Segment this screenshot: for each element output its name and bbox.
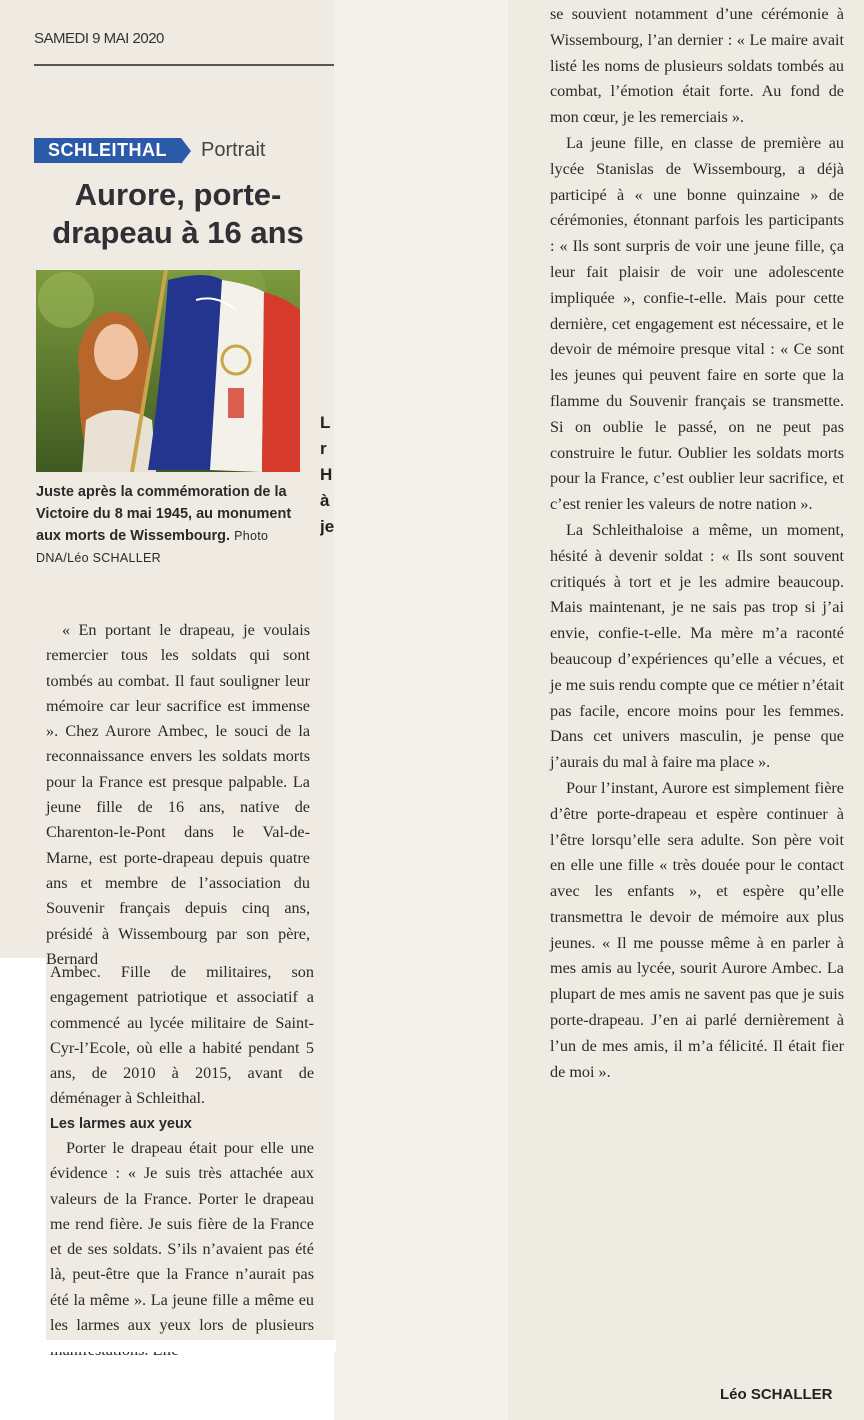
body-column-2: [550, 2, 844, 1085]
kicker-place-tag: SCHLEITHAL: [34, 138, 181, 163]
headline-line-2: drapeau à 16 ans: [52, 215, 304, 250]
photo-caption: [36, 481, 306, 569]
neighbor-letter: r: [320, 439, 327, 458]
kicker: [34, 138, 265, 163]
paragraph-3: se souvient notamment d’une cérémonie à Wissembourg, l’an dernier : « Le maire avait listé les noms de plusieurs soldats tombés au combat, l’émotion était forte. Au fond de mon cœur, je les remerciais ».: [550, 5, 844, 127]
header-rule: [34, 64, 334, 66]
paragraph-1a: « En portant le drapeau, je voulais remercier tous les soldats qui sont tombés au combat. Il faut souligner leur mémoire car leur sacrifice est immense ». Chez Aurore Ambec, le souci de la reconnaissance envers les soldats morts pour la France est presque palpable. La jeune fille de 16 ans, native de Charenton-le-Pont dans le Val-de-Marne, est porte-drapeau depuis quatre ans et membre de l’association du Souvenir français depuis cinq ans, présidé à Wissembourg par son père, Bernard: [46, 621, 310, 968]
subheading: Les larmes aux yeux: [50, 1116, 192, 1132]
author-signature: Léo SCHALLER: [720, 1386, 833, 1403]
caption-text: Juste après la commémoration de la Victoire du 8 mai 1945, au monument aux morts de Wissembourg.: [36, 484, 292, 544]
headline: [38, 176, 318, 252]
body-column-1b: [50, 960, 314, 1112]
paragraph-5: La Schleithaloise a même, un moment, hésité à devenir soldat : « Ils sont souvent critiqués à tort et je les admire beaucoup. Mais maintenant, je ne sais pas trop si j’ai envie, confie-t-elle. Ma mère m’a raconté beaucoup d’expériences qu’elle a vécues, et je me suis rendu compte que ce métier n’était pas facile, encore moins pour les femmes. Dans cet univers masculin, je pense que j’aurais du mal à faire ma place ».: [550, 520, 844, 772]
dateline: SAMEDI 9 MAI 2020: [34, 30, 164, 47]
flag-bearer-illustration: [36, 270, 300, 472]
neighbor-letter: à: [320, 491, 330, 510]
body-column-1c: [50, 1136, 314, 1364]
scan-background: [334, 0, 508, 1420]
article-photo: [36, 270, 300, 472]
paragraph-1b: Ambec. Fille de militaires, son engagement patriotique et associatif a commencé au lycée militaire de Saint-Cyr-l’Ecole, où elle a habité pendant 5 ans, de 2010 à 2015, avant de déménager à Schleithal.: [50, 963, 314, 1108]
neighbor-letter: H: [320, 465, 333, 484]
kicker-rubric: Portrait: [201, 139, 266, 161]
photo-credit: Photo DNA/Léo SCHALLER: [36, 529, 269, 565]
headline-line-1: Aurore, porte-: [74, 177, 282, 212]
neighbor-letter: je: [320, 517, 335, 536]
adjacent-article-fragment: [320, 410, 340, 1110]
paragraph-4: La jeune fille, en classe de première au lycée Stanislas de Wissembourg, a déjà participé à « une bonne quinzaine » de cérémonies, étonnant parfois les participants : « Ils sont surpris de voir une jeune fille, ça leur fait plaisir de voir une adolescente impliquée », confie-t-elle. Mais pour cette dernière, cet engagement est nécessaire, et le devoir de mémoire presque vital : « Ce sont les jeunes qui peuvent faire en sorte que la flamme du Souvenir français se transmette. Si on oublie le passé, on ne peut pas construire le futur. Oublier les soldats morts pour la France, c’est oublier leur sacrifice, et c’est renier les valeurs de notre nation ».: [550, 133, 844, 514]
paragraph-2: Porter le drapeau était pour elle une évidence : « Je suis très attachée aux valeurs de la France. Porter le drapeau me rend fière. Je suis fière de la France et de ses soldats. S’ils n’avaient pas été là, peut-être que la France n’aurait pas été la même ». La jeune fille a même eu les larmes aux yeux lors de plusieurs: [50, 1139, 314, 1335]
neighbor-letter: L: [320, 413, 331, 432]
clipping-cut-edge: [46, 1340, 336, 1352]
body-column-1: [46, 618, 310, 972]
paragraph-6: Pour l’instant, Aurore est simplement fière d’être porte-drapeau et espère continuer à l’être lorsqu’elle sera adulte. Son père voit en elle une fille « très douée pour le contact avec les enfants », et espère qu’elle transmettra le devoir de mémoire aux plus jeunes. « Il me pousse même à en parler à mes amis au lycée, sourit Aurore Ambec. La plupart de mes amis ne savent pas que je suis porte-drapeau. J’en ai parlé dernièrement à l’un de mes amis, il m’a félicité. Il était fier de moi ».: [550, 778, 844, 1081]
